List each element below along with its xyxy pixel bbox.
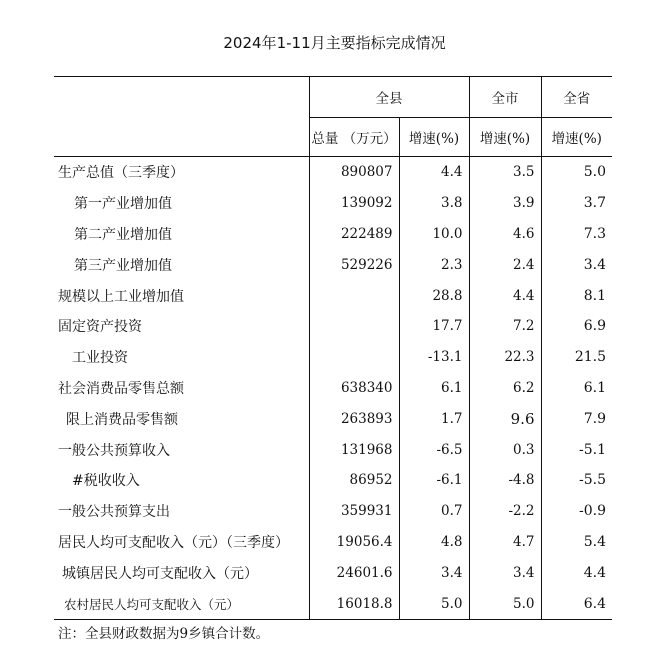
- cell-city-growth: 22.3: [469, 342, 541, 373]
- table-row: [54, 188, 612, 219]
- cell-province-growth: -0.9: [541, 496, 612, 527]
- row-name: 一般公共预算支出: [58, 504, 170, 521]
- cell-city-growth: 5.0: [469, 588, 541, 619]
- indicators-table: [54, 76, 612, 620]
- cell-city-growth: 6.2: [469, 373, 541, 404]
- cell-city-growth: 9.6: [469, 403, 541, 434]
- header-county-total: 总量 （万元）: [309, 118, 399, 157]
- table-row: [54, 434, 612, 465]
- cell-county-growth: 17.7: [399, 311, 469, 342]
- cell-total: 16018.8: [309, 588, 399, 619]
- cell-total: 263893: [309, 403, 399, 434]
- cell-province-growth: 6.9: [541, 311, 612, 342]
- table-row: [54, 557, 612, 588]
- cell-total: 86952: [309, 465, 399, 496]
- cell-province-growth: 7.3: [541, 219, 612, 250]
- header-city-growth: 增速(%): [469, 118, 541, 157]
- table-row: [54, 373, 612, 404]
- row-name: 工业投资: [72, 350, 128, 367]
- row-name: 第二产业增加值: [74, 226, 172, 243]
- page-title: 2024年1-11月主要指标完成情况: [223, 34, 446, 52]
- cell-county-growth: 10.0: [399, 219, 469, 250]
- cell-total: [309, 280, 399, 311]
- table-row: [54, 527, 612, 558]
- table-row: [54, 157, 612, 188]
- table-row: [54, 311, 612, 342]
- cell-city-growth: 3.5: [469, 157, 541, 188]
- row-name: 规模以上工业增加值: [58, 288, 184, 305]
- cell-total: 638340: [309, 373, 399, 404]
- cell-city-growth: -2.2: [469, 496, 541, 527]
- cell-county-growth: 4.4: [399, 157, 469, 188]
- row-name: 限上消费品零售额: [66, 411, 178, 428]
- cell-county-growth: 1.7: [399, 403, 469, 434]
- table-row: [54, 465, 612, 496]
- cell-total: 359931: [309, 496, 399, 527]
- table-row: [54, 342, 612, 373]
- footnote: 注：全县财政数据为9乡镇合计数。: [58, 626, 270, 642]
- row-name: #税收收入: [72, 473, 140, 490]
- cell-total: 24601.6: [309, 557, 399, 588]
- cell-total: 19056.4: [309, 527, 399, 558]
- cell-city-growth: 0.3: [469, 434, 541, 465]
- cell-province-growth: 8.1: [541, 280, 612, 311]
- cell-county-growth: 3.4: [399, 557, 469, 588]
- cell-county-growth: -13.1: [399, 342, 469, 373]
- cell-city-growth: 2.4: [469, 249, 541, 280]
- cell-province-growth: 3.7: [541, 188, 612, 219]
- cell-city-growth: 3.9: [469, 188, 541, 219]
- row-name: 第三产业增加值: [74, 257, 172, 274]
- table-row: [54, 403, 612, 434]
- cell-total: 529226: [309, 249, 399, 280]
- table-row: [54, 219, 612, 250]
- cell-city-growth: 7.2: [469, 311, 541, 342]
- row-name: 一般公共预算收入: [58, 442, 170, 459]
- cell-province-growth: 5.4: [541, 527, 612, 558]
- table-body: [54, 157, 612, 620]
- table-header: [54, 77, 612, 157]
- cell-province-growth: 21.5: [541, 342, 612, 373]
- cell-total: 890807: [309, 157, 399, 188]
- table-row: [54, 496, 612, 527]
- cell-county-growth: 3.8: [399, 188, 469, 219]
- header-county-growth: 增速(%): [399, 118, 469, 157]
- cell-city-growth: 4.7: [469, 527, 541, 558]
- cell-county-growth: 5.0: [399, 588, 469, 619]
- cell-county-growth: 4.8: [399, 527, 469, 558]
- header-city: 全市: [469, 77, 541, 118]
- cell-province-growth: 6.4: [541, 588, 612, 619]
- cell-total: 139092: [309, 188, 399, 219]
- header-province: 全省: [541, 77, 612, 118]
- row-name: 城镇居民人均可支配收入（元）: [62, 565, 258, 582]
- cell-city-growth: 3.4: [469, 557, 541, 588]
- table-row: [54, 588, 612, 619]
- cell-province-growth: 5.0: [541, 157, 612, 188]
- header-blank-cell: [54, 77, 309, 157]
- cell-county-growth: 2.3: [399, 249, 469, 280]
- cell-county-growth: 0.7: [399, 496, 469, 527]
- cell-total: 222489: [309, 219, 399, 250]
- table-row: [54, 249, 612, 280]
- cell-total: [309, 311, 399, 342]
- cell-county-growth: 6.1: [399, 373, 469, 404]
- cell-province-growth: -5.1: [541, 434, 612, 465]
- cell-county-growth: 28.8: [399, 280, 469, 311]
- cell-total: [309, 342, 399, 373]
- cell-province-growth: 6.1: [541, 373, 612, 404]
- cell-city-growth: 4.4: [469, 280, 541, 311]
- cell-county-growth: -6.1: [399, 465, 469, 496]
- row-name: 居民人均可支配收入（元）（三季度）: [58, 534, 289, 551]
- cell-county-growth: -6.5: [399, 434, 469, 465]
- cell-province-growth: 7.9: [541, 403, 612, 434]
- cell-city-growth: 4.6: [469, 219, 541, 250]
- row-name: 社会消费品零售总额: [58, 380, 184, 397]
- row-name: 生产总值（三季度）: [58, 165, 184, 182]
- header-province-growth: 增速(%): [541, 118, 612, 157]
- cell-city-growth: -4.8: [469, 465, 541, 496]
- table-row: [54, 280, 612, 311]
- row-name: 第一产业增加值: [74, 196, 172, 213]
- cell-total: 131968: [309, 434, 399, 465]
- cell-province-growth: 4.4: [541, 557, 612, 588]
- row-name: 农村居民人均可支配收入（元）: [54, 588, 309, 619]
- cell-province-growth: 3.4: [541, 249, 612, 280]
- cell-province-growth: -5.5: [541, 465, 612, 496]
- header-county: 全县: [309, 77, 469, 118]
- row-name: 固定资产投资: [58, 319, 142, 336]
